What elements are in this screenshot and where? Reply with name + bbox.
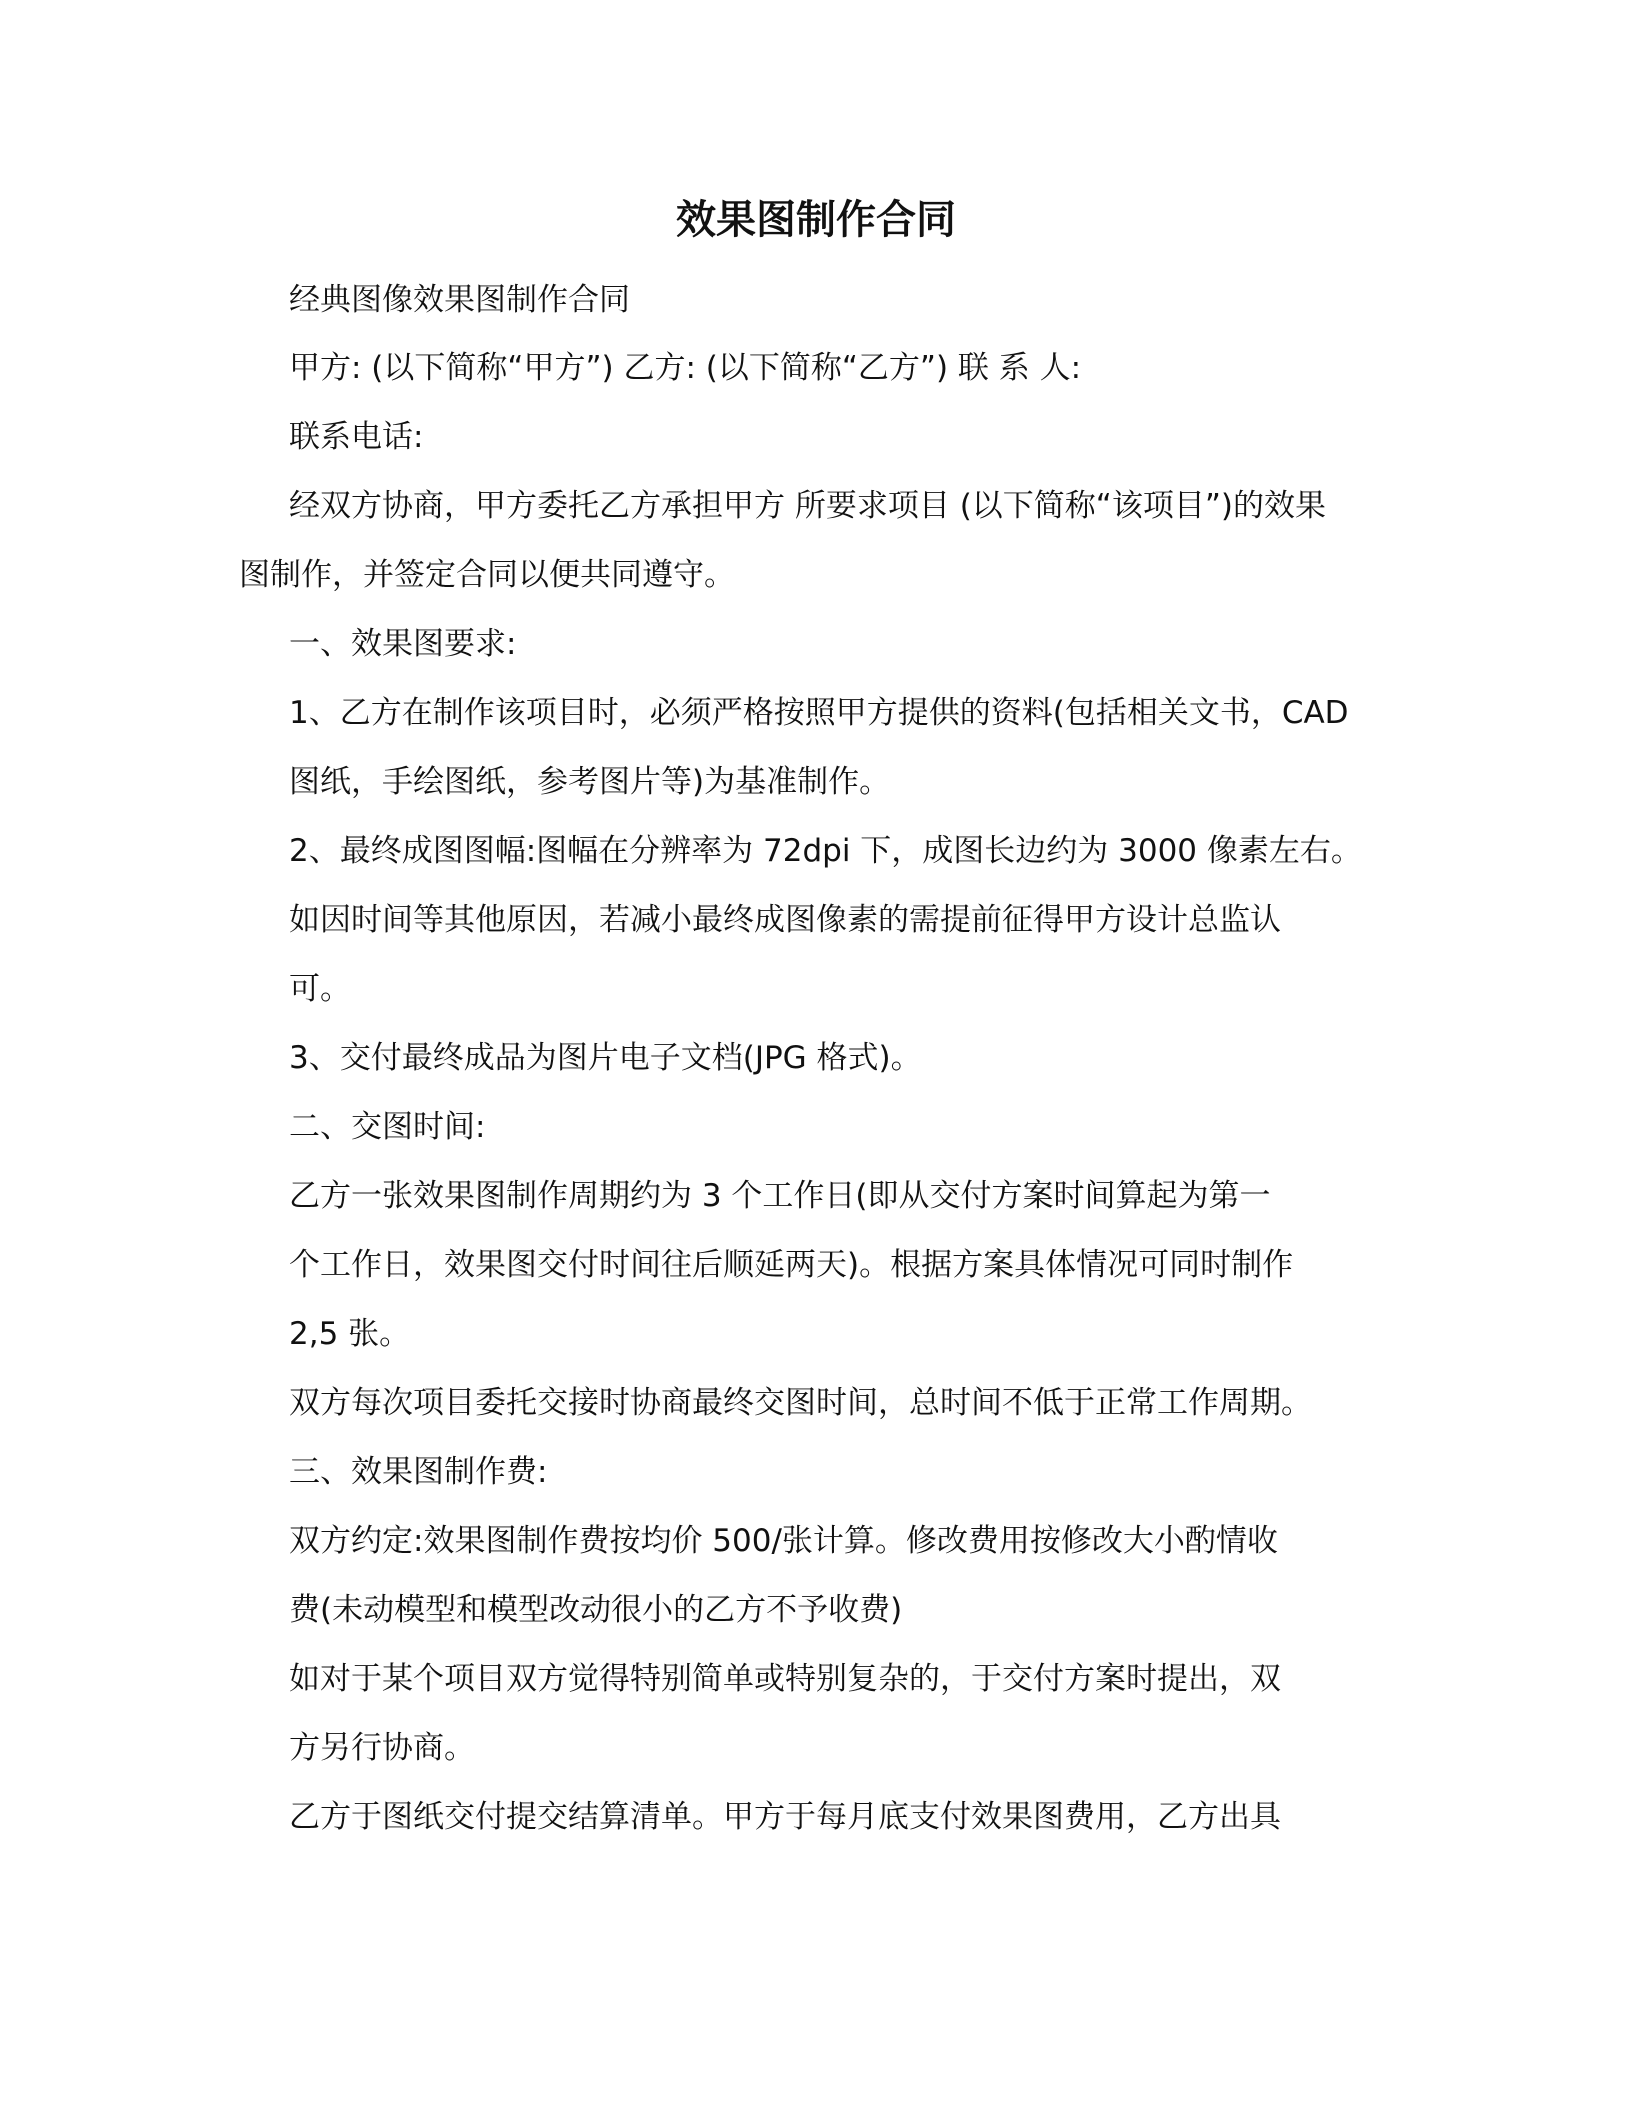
intro-paragraph-line: 图制作，并签定合同以便共同遵守。 (239, 557, 735, 593)
clause-line: 1、乙方在制作该项目时，必须严格按照甲方提供的资料(包括相关文书，CAD (289, 695, 1349, 731)
clause-line: 双方约定:效果图制作费按均价 500/张计算。修改费用按修改大小酌情收 (289, 1523, 1278, 1559)
clause-line: 个工作日，效果图交付时间往后顺延两天)。根据方案具体情况可同时制作 (289, 1247, 1294, 1283)
clause-line: 图纸，手绘图纸，参考图片等)为基准制作。 (289, 764, 891, 800)
clause-line: 方另行协商。 (289, 1730, 475, 1766)
clause-line: 乙方一张效果图制作周期约为 3 个工作日(即从交付方案时间算起为第一 (289, 1178, 1271, 1214)
clause-line: 乙方于图纸交付提交结算清单。甲方于每月底支付效果图费用，乙方出具 (289, 1799, 1281, 1835)
intro-paragraph-line: 经双方协商，甲方委托乙方承担甲方 所要求项目 (以下简称“该项目”)的效果 (289, 488, 1327, 524)
section-heading-requirements: 一、效果图要求: (289, 626, 517, 662)
clause-line: 2、最终成图图幅:图幅在分辨率为 72dpi 下，成图长边约为 3000 像素左右。 (289, 833, 1362, 869)
clause-line: 可。 (289, 971, 351, 1007)
contact-phone-line: 联系电话: (289, 419, 424, 455)
document-title: 效果图制作合同 (676, 197, 956, 243)
document-subtitle: 经典图像效果图制作合同 (289, 282, 630, 318)
section-heading-fees: 三、效果图制作费: (289, 1454, 548, 1490)
clause-line: 双方每次项目委托交接时协商最终交图时间，总时间不低于正常工作周期。 (289, 1385, 1312, 1421)
clause-line: 费(未动模型和模型改动很小的乙方不予收费) (289, 1592, 903, 1628)
section-heading-delivery-time: 二、交图时间: (289, 1109, 486, 1145)
parties-line: 甲方: (以下简称“甲方”) 乙方: (以下简称“乙方”) 联 系 人: (289, 350, 1082, 386)
clause-line: 3、交付最终成品为图片电子文档(JPG 格式)。 (289, 1040, 922, 1076)
clause-line: 如对于某个项目双方觉得特别简单或特别复杂的，于交付方案时提出，双 (289, 1661, 1281, 1697)
clause-line: 2,5 张。 (289, 1316, 411, 1352)
clause-line: 如因时间等其他原因，若减小最终成图像素的需提前征得甲方设计总监认 (289, 902, 1281, 938)
